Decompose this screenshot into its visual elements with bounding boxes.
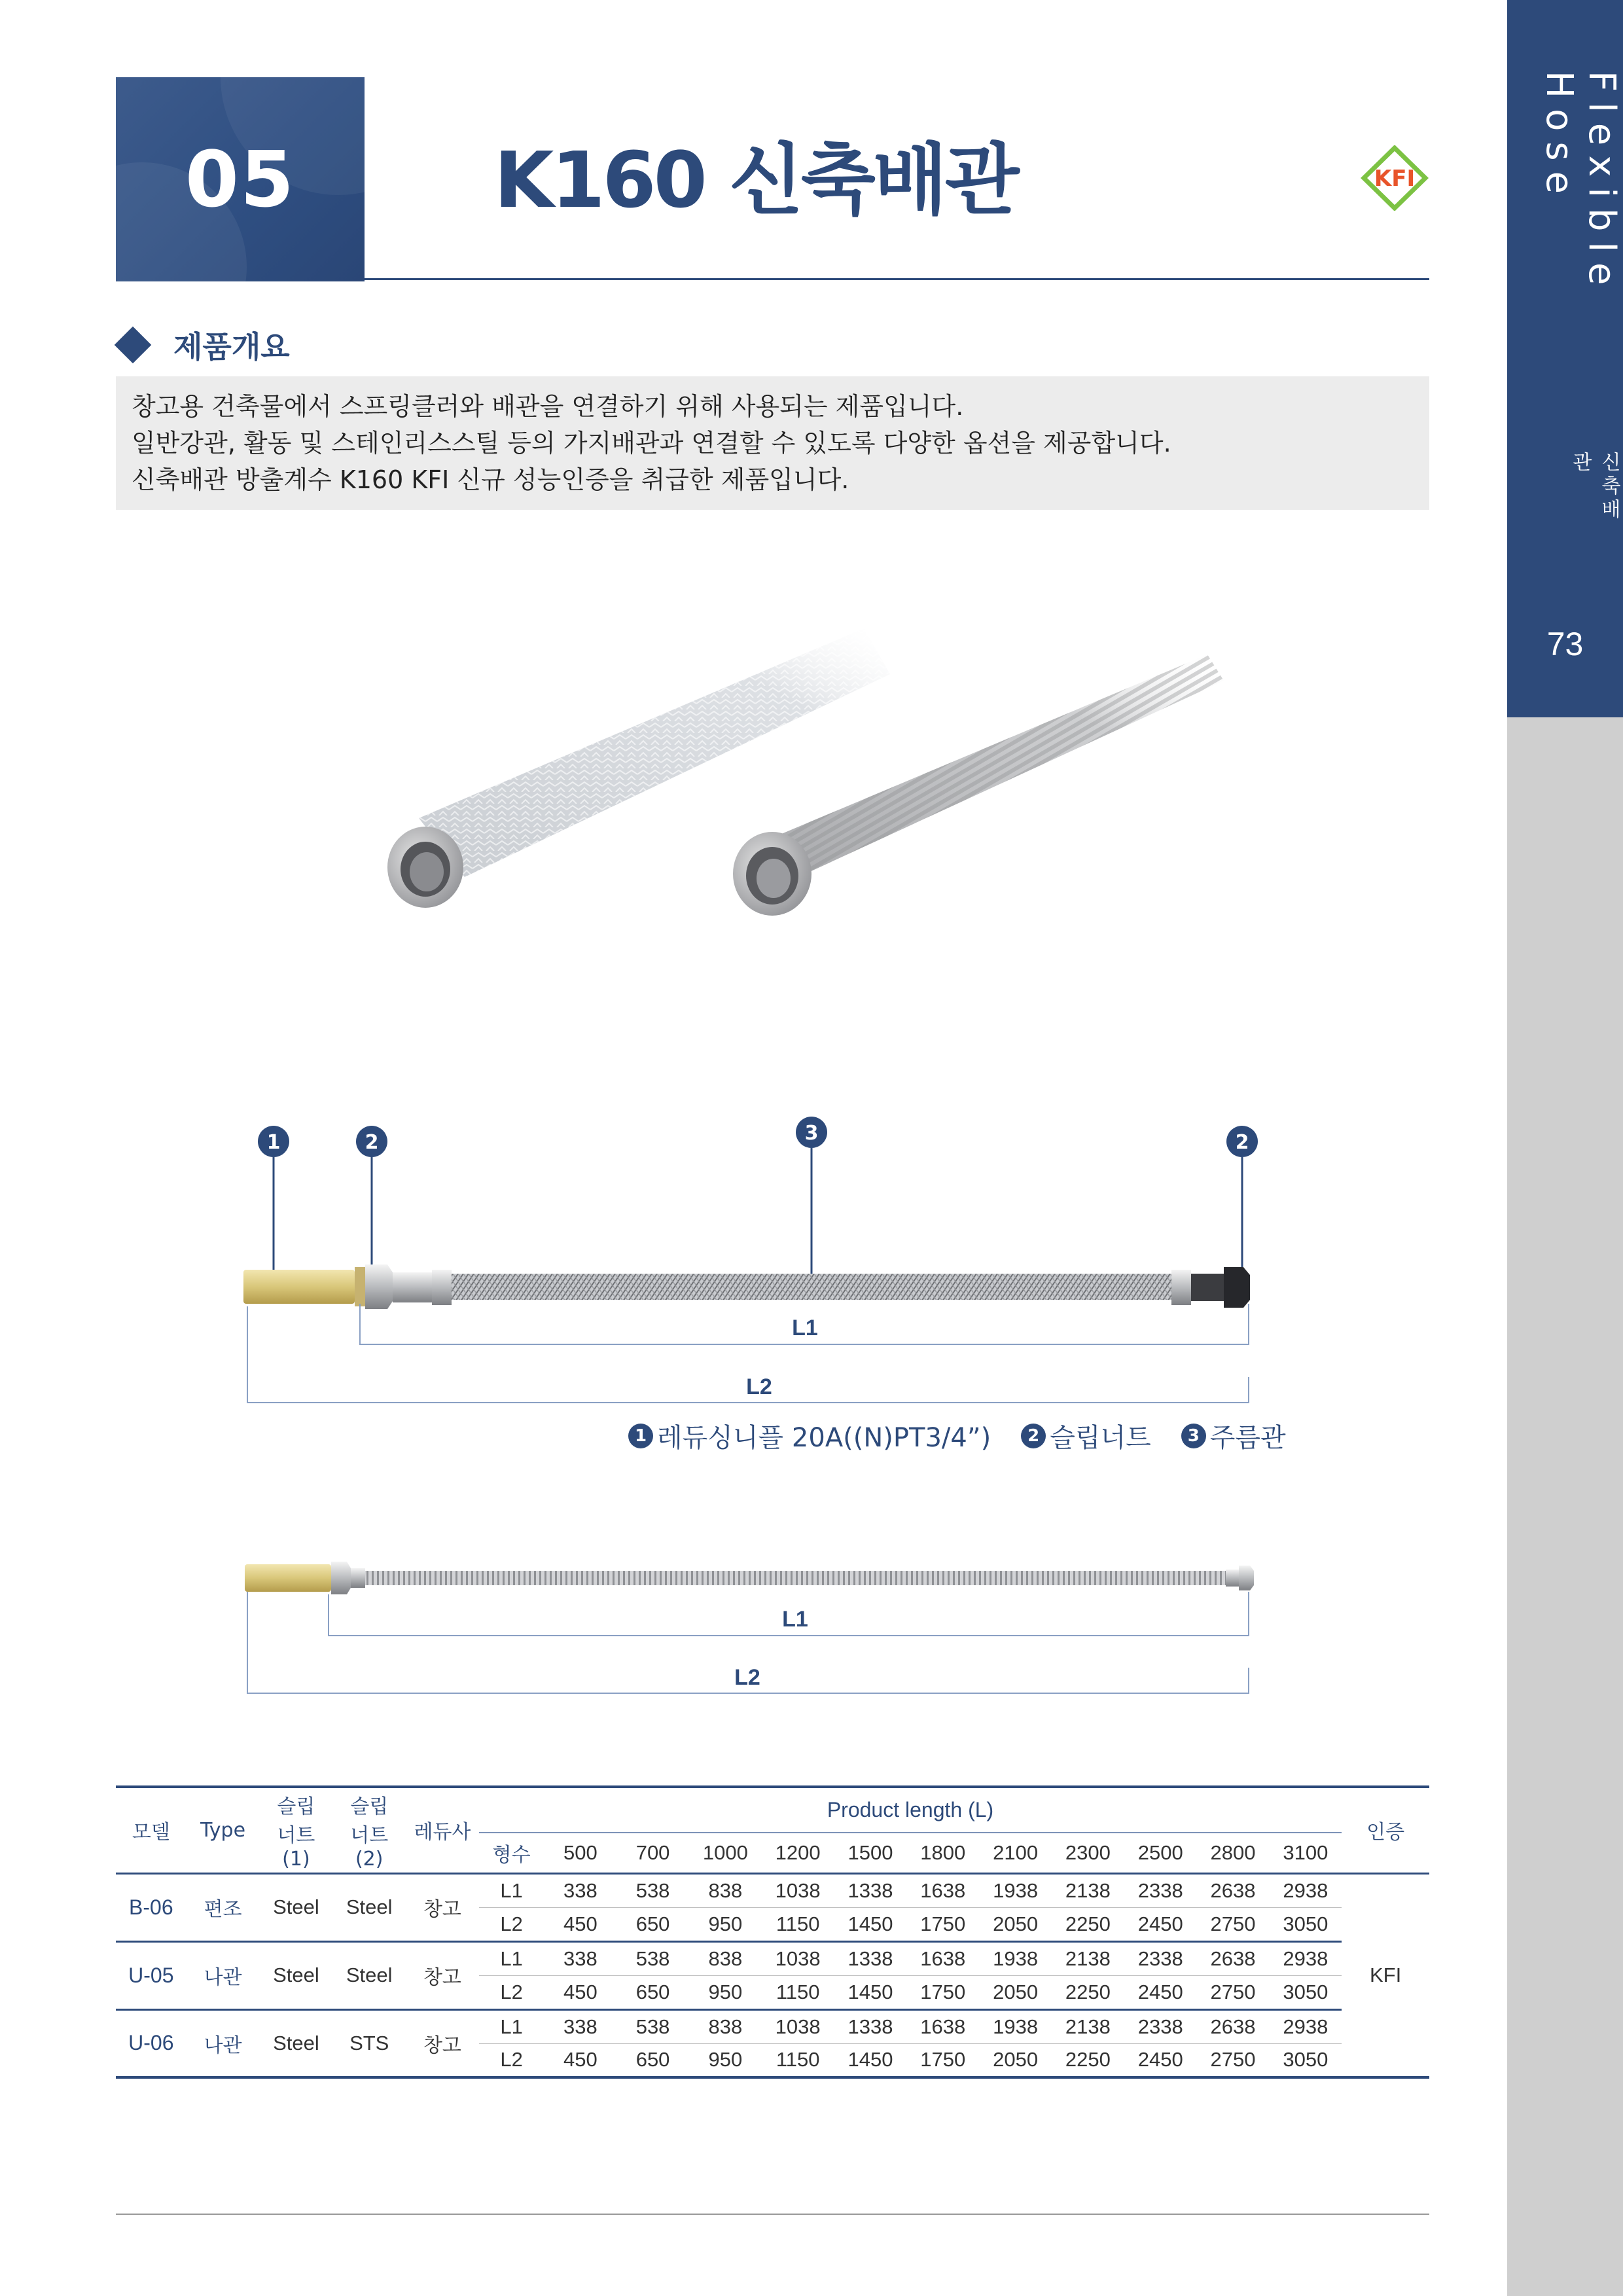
- cell-value: 1638: [920, 2015, 966, 2038]
- cell-value: 1338: [847, 1878, 893, 1902]
- cell-label: L1: [500, 1878, 523, 1902]
- cell-value: 1938: [993, 1878, 1039, 1902]
- cell-value: 950: [689, 1975, 762, 2009]
- legend-label: 레듀싱니플 20A((N)PT3/4”): [657, 1423, 991, 1453]
- cell-value: 338: [563, 1878, 597, 1902]
- cell-value: 3050: [1269, 1975, 1342, 2009]
- callout-3-label: 3: [804, 1122, 819, 1145]
- cell-value: 1750: [906, 1975, 979, 2009]
- cell-value: 1750: [906, 2043, 979, 2077]
- header-form: 형수: [479, 1833, 544, 1873]
- side-tab-gray: [1507, 717, 1623, 2296]
- cell-value: 2250: [1052, 1907, 1124, 1941]
- cell-value: 2050: [979, 1907, 1052, 1941]
- cell-value: 2050: [979, 1975, 1052, 2009]
- legend-item-corrugated-pipe: [1181, 1417, 1286, 1454]
- overview-heading: [116, 323, 290, 367]
- header-length: 2100: [979, 1833, 1052, 1873]
- cell-nut1: Steel: [260, 2009, 333, 2077]
- cell-reducer: 창고: [406, 1941, 479, 2009]
- cell-value: 2750: [1197, 2043, 1270, 2077]
- cell-value: 450: [544, 1907, 616, 1941]
- header-length: 2500: [1124, 1833, 1197, 1873]
- cell-value: 2338: [1137, 1946, 1183, 1970]
- cell-value: 538: [635, 1878, 670, 1902]
- cell-reducer: 창고: [406, 2009, 479, 2077]
- header-line: 슬립: [277, 1795, 315, 1818]
- overview-box: [116, 376, 1429, 510]
- cell-value: 1038: [775, 1878, 821, 1902]
- spec-table: [116, 1785, 1429, 2079]
- diagram-legend: [628, 1417, 1286, 1454]
- page-number: 73: [1546, 626, 1584, 662]
- callout-2-left: [356, 1126, 387, 1284]
- callout-1-label: 1: [266, 1131, 281, 1154]
- header-line: 너트: [277, 1823, 315, 1847]
- legend-item-slip-nut: [1021, 1417, 1151, 1454]
- callout-1: [258, 1126, 289, 1284]
- header-length: 2800: [1197, 1833, 1270, 1873]
- cell-value: 2138: [1065, 2015, 1111, 2038]
- cell-value: 1750: [906, 1907, 979, 1941]
- kfi-logo-text: KFI: [1374, 166, 1416, 192]
- cell-value: 950: [689, 1907, 762, 1941]
- cell-value: 1938: [993, 2015, 1039, 2038]
- header-length: 1000: [689, 1833, 762, 1873]
- kfi-logo: [1360, 145, 1429, 211]
- header-length: 1200: [762, 1833, 834, 1873]
- page-title: K160 신축배관: [494, 135, 1017, 225]
- header-line: 너트: [350, 1823, 389, 1847]
- legend-number: 3: [1181, 1424, 1206, 1448]
- cell-value: 3050: [1269, 2043, 1342, 2077]
- header-cert: 인증: [1342, 1787, 1429, 1873]
- cell-value: 650: [616, 2043, 689, 2077]
- cell-value: 2638: [1210, 1946, 1256, 1970]
- cell-nut1: Steel: [260, 1873, 333, 1941]
- cell-value: 1150: [762, 1907, 834, 1941]
- cell-type: 나관: [187, 1941, 260, 2009]
- cell-value: 1638: [920, 1878, 966, 1902]
- assembly-diagram: [236, 1113, 1283, 1414]
- callout-2-right-label: 2: [1235, 1131, 1249, 1154]
- cell-type: 편조: [187, 1873, 260, 1941]
- product-photos: [366, 615, 1243, 916]
- table-row: [116, 1941, 1429, 1975]
- header-length: 2300: [1052, 1833, 1124, 1873]
- header-line: (1): [282, 1847, 310, 1871]
- cell-value: 2450: [1124, 1975, 1197, 2009]
- cell-value: 450: [544, 1975, 616, 2009]
- cell-model: B-06: [116, 1873, 187, 1941]
- header-length: 1500: [834, 1833, 907, 1873]
- cell-value: 650: [616, 1975, 689, 2009]
- callout-3: [796, 1117, 827, 1282]
- table-row: [116, 1873, 1429, 1907]
- spec-table-wrapper: [116, 1785, 1429, 2079]
- cell-value: 1038: [775, 2015, 821, 2038]
- hose-assembly: [243, 1265, 1250, 1309]
- dimension-l2: [247, 1306, 1249, 1403]
- dimension-l1-bare-label: L1: [782, 1607, 808, 1632]
- cell-value: 338: [563, 1946, 597, 1970]
- section-number: 05: [185, 134, 296, 224]
- cell-value: 1038: [775, 1946, 821, 1970]
- cell-value: 2250: [1052, 1975, 1124, 2009]
- cell-value: 650: [616, 1907, 689, 1941]
- header-product-length: Product length (L): [479, 1787, 1342, 1833]
- cell-value: 1450: [834, 2043, 907, 2077]
- side-tab-title: [1507, 71, 1623, 542]
- dimension-l1-bare: [329, 1592, 1249, 1636]
- cell-value: 2138: [1065, 1946, 1111, 1970]
- bare-hose-diagram: [236, 1551, 1283, 1702]
- legend-label: 슬립너트: [1050, 1423, 1151, 1453]
- overview-line: 창고용 건축물에서 스프링클러와 배관을 연결하기 위해 사용되는 제품입니다.: [132, 392, 964, 421]
- cell-value: 2750: [1197, 1975, 1270, 2009]
- cell-label: L1: [500, 1946, 523, 1970]
- header-length: 500: [544, 1833, 616, 1873]
- legend-label: 주름관: [1209, 1423, 1286, 1453]
- diamond-bullet-icon: [115, 327, 152, 364]
- overview-line: 신축배관 방출계수 K160 KFI 신규 성능인증을 취급한 제품입니다.: [132, 465, 849, 494]
- cell-nut1: Steel: [260, 1941, 333, 2009]
- cell-value: 1150: [762, 1975, 834, 2009]
- cell-value: 1638: [920, 1946, 966, 1970]
- overview-heading-text: 제품개요: [173, 329, 290, 365]
- dimension-l1-label: L1: [792, 1316, 818, 1340]
- cell-value: 450: [544, 2043, 616, 2077]
- cell-cert: KFI: [1342, 1873, 1429, 2077]
- bare-hose-assembly: [245, 1562, 1254, 1594]
- cell-label: L1: [500, 2015, 523, 2038]
- cell-model: U-05: [116, 1941, 187, 2009]
- legend-number: 1: [628, 1424, 653, 1448]
- cell-value: 1338: [847, 1946, 893, 1970]
- header-line: (2): [355, 1847, 383, 1871]
- dimension-l2-bare: [247, 1592, 1249, 1694]
- cell-value: 2050: [979, 2043, 1052, 2077]
- cell-value: 1938: [993, 1946, 1039, 1970]
- cell-reducer: 창고: [406, 1873, 479, 1941]
- cell-value: 2338: [1137, 1878, 1183, 1902]
- legend-number: 2: [1021, 1424, 1046, 1448]
- cell-nut2: STS: [332, 2009, 406, 2077]
- section-number-box: [116, 77, 365, 281]
- side-tab-subtitle: 신축배관: [1569, 451, 1620, 522]
- dimension-l2-bare-label: L2: [734, 1665, 760, 1690]
- cell-value: 2638: [1210, 2015, 1256, 2038]
- cell-value: 838: [708, 1878, 743, 1902]
- header-slip-nut-1: [260, 1787, 333, 1873]
- cell-value: 3050: [1269, 1907, 1342, 1941]
- cell-value: 838: [708, 2015, 743, 2038]
- header-length: 700: [616, 1833, 689, 1873]
- legend-item-reducing-nipple: [628, 1417, 991, 1454]
- cell-label: L2: [479, 1907, 544, 1941]
- table-row: [116, 2009, 1429, 2043]
- header-type: Type: [187, 1787, 260, 1873]
- header-slip-nut-2: [332, 1787, 406, 1873]
- cell-value: 2638: [1210, 1878, 1256, 1902]
- header-length: 1800: [906, 1833, 979, 1873]
- cell-nut2: Steel: [332, 1873, 406, 1941]
- cell-value: 2338: [1137, 2015, 1183, 2038]
- cell-value: 2450: [1124, 1907, 1197, 1941]
- cell-value: 950: [689, 2043, 762, 2077]
- header-model: 모델: [116, 1787, 187, 1873]
- cell-value: 1450: [834, 1975, 907, 2009]
- header-reducer: 레듀사: [406, 1787, 479, 1873]
- cell-value: 2138: [1065, 1878, 1111, 1902]
- cell-model: U-06: [116, 2009, 187, 2077]
- cell-value: 2750: [1197, 1907, 1270, 1941]
- dimension-l2-label: L2: [746, 1374, 772, 1399]
- cell-value: 2250: [1052, 2043, 1124, 2077]
- cell-value: 2938: [1283, 1946, 1329, 1970]
- cell-value: 838: [708, 1946, 743, 1970]
- callout-2-left-label: 2: [365, 1131, 379, 1154]
- cell-value: 2938: [1283, 2015, 1329, 2038]
- cell-label: L2: [479, 2043, 544, 2077]
- cell-value: 2938: [1283, 1878, 1329, 1902]
- cell-value: 2450: [1124, 2043, 1197, 2077]
- cell-label: L2: [479, 1975, 544, 2009]
- footer-divider: [116, 2214, 1429, 2215]
- callout-2-right: [1226, 1126, 1258, 1284]
- header-divider: [365, 278, 1429, 280]
- cell-value: 1338: [847, 2015, 893, 2038]
- cell-value: 538: [635, 1946, 670, 1970]
- header-length: 3100: [1269, 1833, 1342, 1873]
- cell-value: 1450: [834, 1907, 907, 1941]
- header-line: 슬립: [350, 1795, 389, 1818]
- dimension-l1: [360, 1304, 1249, 1345]
- cell-nut2: Steel: [332, 1941, 406, 2009]
- cell-value: 338: [563, 2015, 597, 2038]
- cell-value: 1150: [762, 2043, 834, 2077]
- cell-type: 나관: [187, 2009, 260, 2077]
- cell-value: 538: [635, 2015, 670, 2038]
- side-tab-title-text: Flexible Hose: [1538, 71, 1623, 296]
- overview-line: 일반강관, 활동 및 스테인리스스틸 등의 가지배관과 연결할 수 있도록 다양한 옵션을 제공합니다.: [132, 429, 1171, 457]
